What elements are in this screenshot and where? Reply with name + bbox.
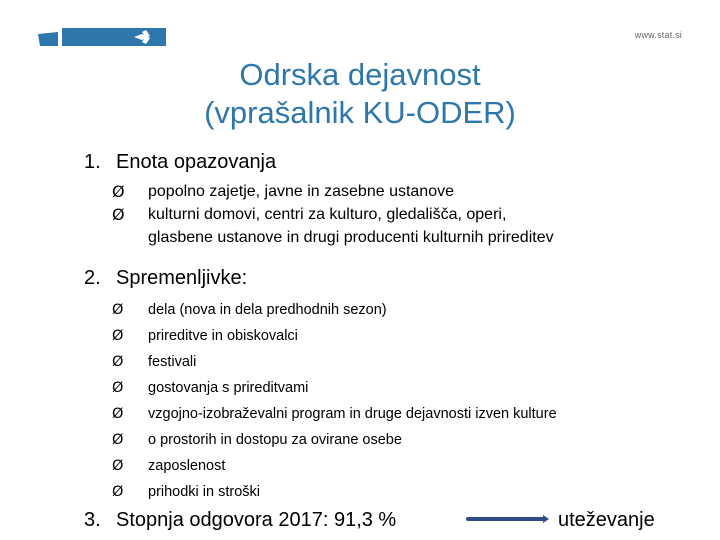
list-item <box>112 375 557 401</box>
result-label: uteževanje <box>558 509 655 531</box>
section-title: Enota opazovanja <box>116 151 277 173</box>
section-title: Spremenljivke: <box>116 267 248 289</box>
arrow-bullet-icon: Ø <box>112 302 124 318</box>
arrow-bullet-icon: Ø <box>112 205 125 224</box>
arrow-bullet-icon: Ø <box>112 484 124 500</box>
arrow-bullet-icon: Ø <box>112 380 124 396</box>
list-item-text: kulturni domovi, centri za kulturo, gledališča, operi, <box>148 206 507 223</box>
list-item-text: prihodki in stroški <box>148 484 261 500</box>
section-number: 2. <box>84 267 101 289</box>
list-item-text: vzgojno-izobraževalni program in druge dejavnosti izven kulture <box>148 406 557 422</box>
list-item-text: glasbene ustanove in drugi producenti kulturnih prireditev <box>148 229 554 246</box>
section-2-bullets <box>112 297 557 505</box>
section-number: 1. <box>84 151 101 173</box>
list-item <box>112 401 557 427</box>
list-item-continuation <box>112 226 554 249</box>
section-1-bullets <box>112 180 554 249</box>
arrow-bullet-icon: Ø <box>112 354 124 370</box>
list-item <box>112 479 557 505</box>
list-item-text: gostovanja s prireditvami <box>148 380 309 396</box>
title-line-2: (vprašalnik KU-ODER) <box>204 95 516 130</box>
arrow-bullet-icon: Ø <box>112 182 125 201</box>
list-item-text: prireditve in obiskovalci <box>148 328 298 344</box>
arrow-bullet-icon: Ø <box>112 432 124 448</box>
arrow-bullet-icon: Ø <box>112 406 124 422</box>
title-line-1: Odrska dejavnost <box>239 57 481 92</box>
logo <box>38 24 166 48</box>
list-item <box>112 323 557 349</box>
list-item <box>112 349 557 375</box>
list-item-text: dela (nova in dela predhodnih sezon) <box>148 302 387 318</box>
list-item <box>112 453 557 479</box>
list-item <box>112 180 554 203</box>
logo-graphic <box>38 24 166 48</box>
arrow-bullet-icon: Ø <box>112 328 124 344</box>
section-number: 3. <box>84 509 101 531</box>
list-item <box>112 427 557 453</box>
list-item-text: popolno zajetje, javne in zasebne ustanove <box>148 183 454 200</box>
section-title: Stopnja odgovora 2017: 91,3 % <box>116 509 397 531</box>
site-url: www.stat.si <box>634 30 682 40</box>
list-item <box>112 203 554 226</box>
list-item-text: o prostorih in dostopu za ovirane osebe <box>148 432 402 448</box>
page-title <box>0 56 720 132</box>
list-item-text: zaposlenost <box>148 458 226 474</box>
list-item-text: festivali <box>148 354 197 370</box>
arrow-bullet-icon: Ø <box>112 458 124 474</box>
connector-arrow <box>466 517 546 521</box>
list-item <box>112 297 557 323</box>
